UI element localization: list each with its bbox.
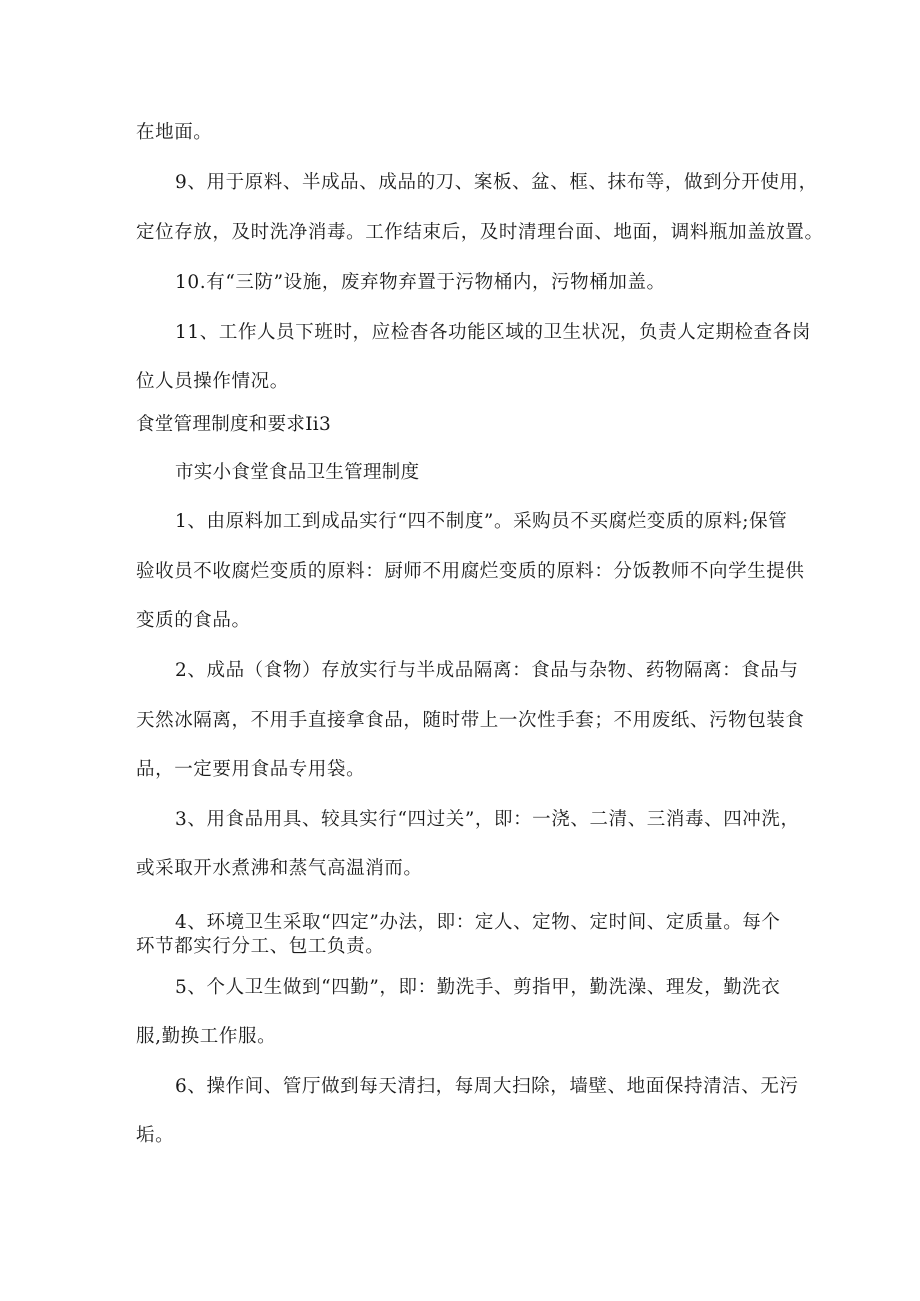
- text-line: 在地面。: [136, 122, 213, 143]
- text-line: 验收员不收腐烂变质的原料：厨师不用腐烂变质的原料：分饭教师不向学生提供: [136, 561, 805, 582]
- text-line: 或采取开水煮沸和蒸气高温消而。: [136, 858, 423, 879]
- text-line: 位人员操作情况。: [136, 371, 289, 392]
- text-line: 服,勤换工作服。: [136, 1026, 277, 1047]
- text-line: 1、由原料加工到成品实行“四不制度”。采购员不买腐烂变质的原料;保管: [175, 511, 788, 532]
- text-line: 定位存放，及时洗净消毒。工作结束后，及时清理台面、地面，调料瓶加盖放置。: [136, 222, 824, 243]
- text-line: 垢。: [136, 1125, 175, 1146]
- document-title: 市实小食堂食品卫生管理制度: [175, 462, 420, 483]
- text-line: 品，一定要用食品专用袋。: [136, 759, 366, 780]
- text-line: 10.有“三防”设施，废弃物弃置于污物桶内，污物桶加盖。: [175, 272, 666, 293]
- text-line: 6、操作间、管厅做到每天清扫，每周大扫除，墙壁、地面保持清洁、无污: [175, 1076, 799, 1097]
- text-line: 3、用食品用具、较具实行“四过关”，即：一浇、二清、三消毒、四冲洗，: [175, 809, 800, 830]
- text-line: 变质的食品。: [136, 610, 251, 631]
- text-line: 天然冰隔离，不用手直接拿食品，随时带上一次性手套；不用废纸、污物包装食: [136, 710, 805, 731]
- text-line: 11、工作人员下班时，应检杳各功能区域的卫生状况，负责人定期检查各岗: [175, 322, 811, 343]
- text-line: 5、个人卫生做到“四勤”，即：勤洗手、剪指甲，勤洗澡、理发，勤洗衣: [175, 977, 781, 998]
- text-line: 环节都实行分工、包工负责。: [136, 936, 385, 957]
- text-line: 2、成品（食物）存放实行与半成品隔离：食品与杂物、药物隔离：食品与: [175, 660, 799, 681]
- text-line: 4、环境卫生采取“四定”办法，即：定人、定物、定时间、定质量。每个: [175, 912, 781, 933]
- text-line: 9、用于原料、半成品、成品的刀、案板、盆、框、抹布等，做到分开使用，: [175, 172, 818, 193]
- section-heading: 食堂管理制度和要求Ii3: [136, 414, 332, 435]
